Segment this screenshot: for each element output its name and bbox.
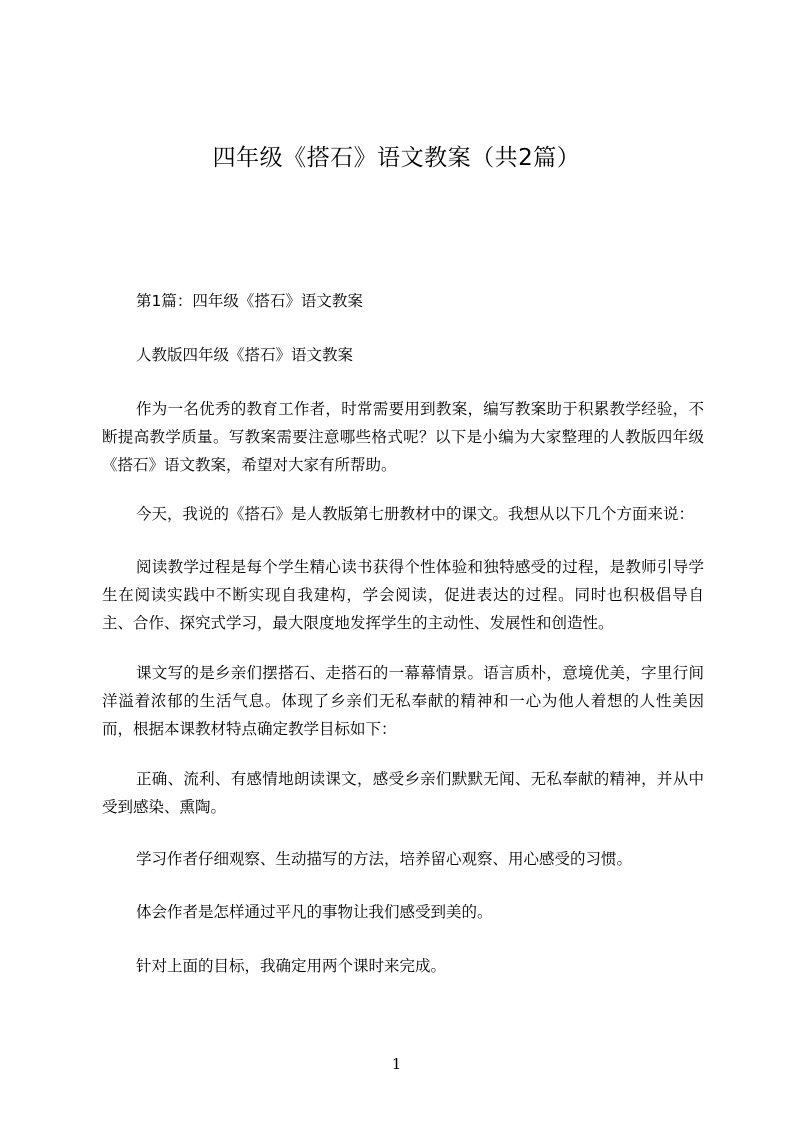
goal-paragraph: 正确、流利、有感情地朗读课文，感受乡亲们默默无闻、无私奉献的精神，并从中受到感染、熏陶。 xyxy=(102,770,704,816)
body-paragraph: 针对上面的目标，我确定用两个课时来完成。 xyxy=(136,957,447,975)
intro-paragraph: 作为一名优秀的教育工作者，时常需要用到教案，编写教案助于积累教学经验，不断提高教学质量。写教案需要注意哪些格式呢？以下是小编为大家整理的人教版四年级《搭石》语文教案，希望对大家有所帮助。 xyxy=(102,400,704,474)
section-heading: 第1篇：四年级《搭石》语文教案 xyxy=(136,292,363,310)
subtitle: 人教版四年级《搭石》语文教案 xyxy=(136,346,354,364)
body-paragraph: 阅读教学过程是每个学生精心读书获得个性体验和独特感受的过程，是教师引导学生在阅读实践中不断实现自我建构，学会阅读，促进表达的过程。同时也积极倡导自主、合作、探究式学习，最大限度地发挥学生的主动性、发展性和创造性。 xyxy=(102,558,704,632)
body-paragraph: 课文写的是乡亲们摆搭石、走搭石的一幕幕情景。语言质朴，意境优美，字里行间洋溢着浓郁的生活气息。体现了乡亲们无私奉献的精神和一心为他人着想的人性美因而，根据本课教材特点确定教学目标如下： xyxy=(102,664,704,738)
goal-paragraph: 体会作者是怎样通过平凡的事物让我们感受到美的。 xyxy=(136,903,493,921)
body-paragraph: 今天，我说的《搭石》是人教版第七册教材中的课文。我想从以下几个方面来说： xyxy=(136,505,695,523)
document-title: 四年级《搭石》语文教案（共2篇） xyxy=(212,145,581,171)
page-number: 1 xyxy=(391,1055,402,1073)
goal-paragraph: 学习作者仔细观察、生动描写的方法，培养留心观察、用心感受的习惯。 xyxy=(136,850,633,868)
